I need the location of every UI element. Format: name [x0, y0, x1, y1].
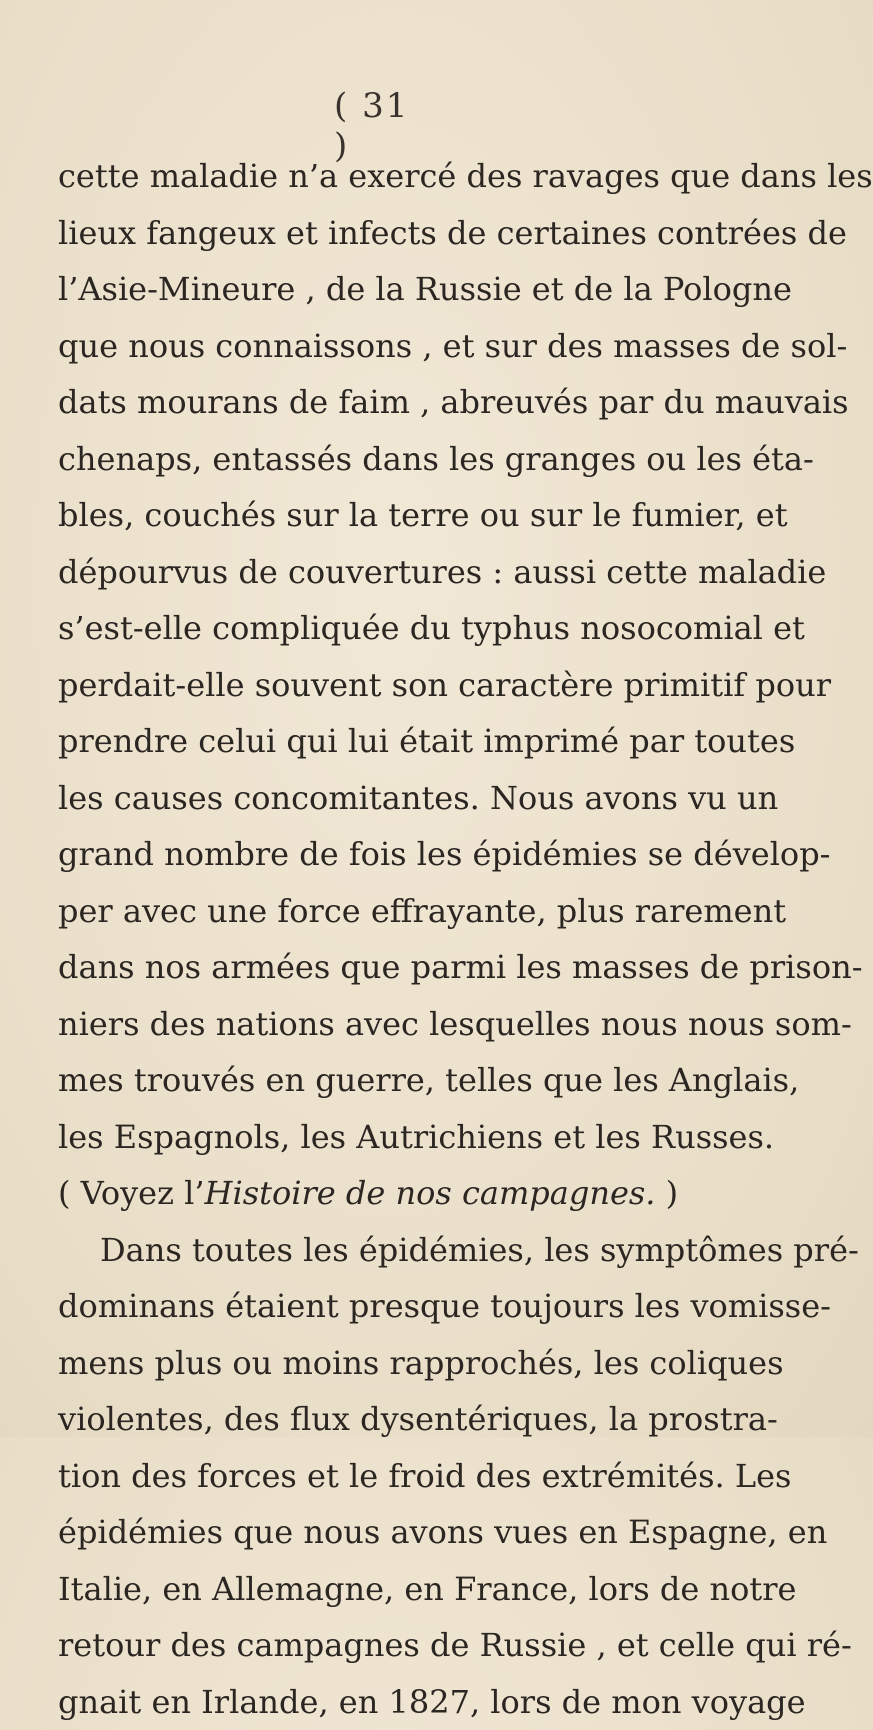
text-line: les causes concomitantes. Nous avons vu un — [58, 770, 738, 827]
body-text — [58, 148, 738, 1730]
text-line: mes trouvés en guerre, telles que les Anglais, — [58, 1052, 738, 1109]
text-line: perdait-elle souvent son caractère primitif pour — [58, 657, 738, 714]
text-line: bles, couchés sur la terre ou sur le fumier, et — [58, 487, 738, 544]
text-line: l’Asie-Mineure , de la Russie et de la Pologne — [58, 261, 738, 318]
text-line: dépourvus de couvertures : aussi cette maladie — [58, 544, 738, 601]
text-line: grand nombre de fois les épidémies se dévelop- — [58, 826, 738, 883]
text-line: que nous connaissons , et sur des masses de sol- — [58, 318, 738, 375]
text-line: niers des nations avec lesquelles nous nous som- — [58, 996, 738, 1053]
page-number: ( 31 ) — [334, 86, 434, 166]
text-line: mens plus ou moins rapprochés, les coliques — [58, 1335, 738, 1392]
text-line: per avec une force effrayante, plus rarement — [58, 883, 738, 940]
citation-open: ( Voyez l’ — [58, 1174, 205, 1212]
text-line: tion des forces et le froid des extrémités. Les — [58, 1448, 738, 1505]
text-line: violentes, des flux dysentériques, la prostra- — [58, 1391, 738, 1448]
citation-line — [58, 1165, 738, 1222]
text-line: prendre celui qui lui était imprimé par toutes — [58, 713, 738, 770]
citation-title: Histoire de nos campagnes. — [205, 1174, 656, 1212]
text-line: cette maladie n’a exercé des ravages que dans les — [58, 148, 738, 205]
text-line: les Espagnols, les Autrichiens et les Russes. — [58, 1109, 738, 1166]
citation-close: ) — [655, 1174, 678, 1212]
text-line: dominans étaient presque toujours les vomisse- — [58, 1278, 738, 1335]
text-line: gnait en Irlande, en 1827, lors de mon voyage — [58, 1674, 738, 1730]
text-line: lieux fangeux et infects de certaines contrées de — [58, 205, 738, 262]
text-line: dats mourans de faim , abreuvés par du mauvais — [58, 374, 738, 431]
text-line: s’est-elle compliquée du typhus nosocomial et — [58, 600, 738, 657]
paragraph-first-line: Dans toutes les épidémies, les symptômes pré- — [58, 1222, 738, 1279]
text-line: chenaps, entassés dans les granges ou les éta- — [58, 431, 738, 488]
text-line: Italie, en Allemagne, en France, lors de notre — [58, 1561, 738, 1618]
text-line: retour des campagnes de Russie , et celle qui ré- — [58, 1617, 738, 1674]
text-line: épidémies que nous avons vues en Espagne, en — [58, 1504, 738, 1561]
text-line: dans nos armées que parmi les masses de prison- — [58, 939, 738, 996]
